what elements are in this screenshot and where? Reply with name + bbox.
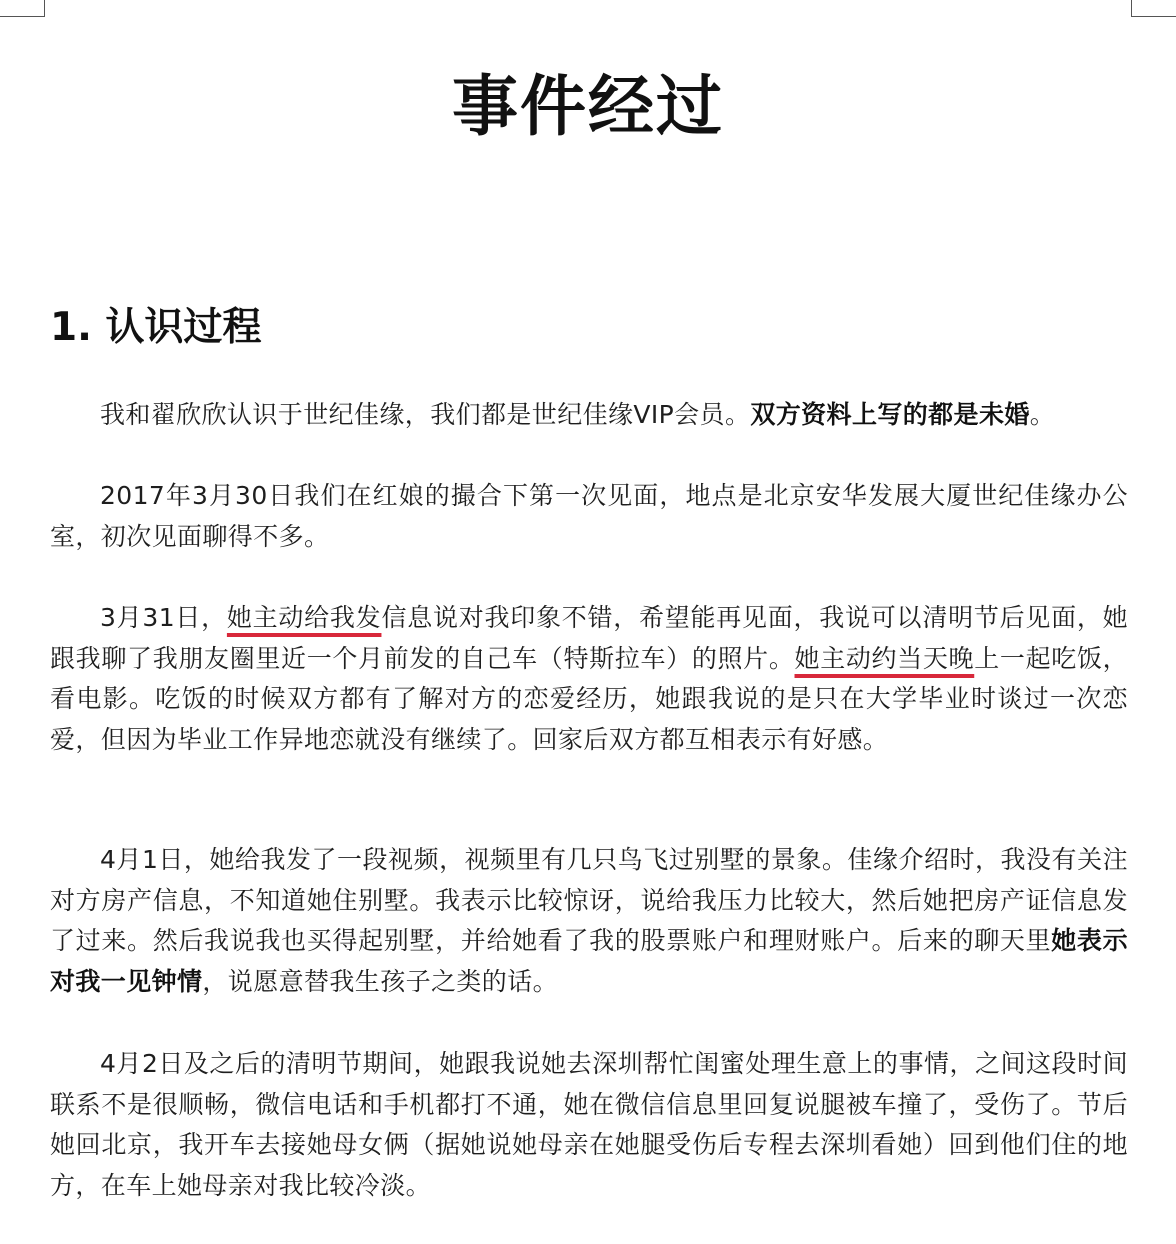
crop-mark-top-right	[1131, 0, 1176, 17]
document-title: 事件经过	[452, 68, 724, 145]
paragraph-3-text-a: 3月31日，	[100, 603, 227, 632]
paragraph-2	[50, 476, 1128, 557]
paragraph-5-text: 4月2日及之后的清明节期间，她跟我说她去深圳帮忙闺蜜处理生意上的事情，之间这段时间联系不是很顺畅，微信电话和手机都打不通，她在微信信息里回复说腿被车撞了，受伤了。节后她回北京，我开车去接她母女俩（据她说她母亲在她腿受伤后专程去深圳看她）回到他们住的地方，在车上她母亲对我比较冷淡。	[50, 1049, 1128, 1200]
paragraph-3-text-b: 信息说对我印象不错，希望能再见面，我说可以清明节后见面，她跟我聊了我朋友圈里近一个月前发的自己车（特斯拉车）的照片。	[50, 603, 1129, 673]
section-heading: 1. 认识过程	[50, 305, 262, 350]
paragraph-4	[50, 840, 1128, 1002]
paragraph-1	[50, 395, 1128, 436]
paragraph-3-highlight-a: 她主动给我发	[226, 603, 382, 632]
paragraph-1-text-a: 我和翟欣欣认识于世纪佳缘，我们都是世纪佳缘VIP会员。	[100, 400, 751, 429]
paragraph-4-text-a: 4月1日，她给我发了一段视频，视频里有几只鸟飞过别墅的景象。佳缘介绍时，我没有关注对方房产信息，不知道她住别墅。我表示比较惊讶，说给我压力比较大，然后她把房产证信息发了过来。然后我说我也买得起别墅，并给她看了我的股票账户和理财账户。后来的聊天里	[50, 845, 1128, 955]
paragraph-3-text-c: 上一起吃饭，看电影。吃饭的时候双方都有了解对方的恋爱经历，她跟我说的是只在大学毕业时谈过一次恋爱，但因为毕业工作异地恋就没有继续了。回家后双方都互相表示有好感。	[50, 643, 1128, 754]
paragraph-1-text-b: 。	[1029, 400, 1056, 429]
paragraph-4-text-b: ，说愿意替我生孩子之类的话。	[202, 966, 559, 996]
paragraph-3	[50, 598, 1128, 760]
paragraph-1-bold: 双方资料上写的都是未婚	[750, 400, 1030, 429]
paragraph-5	[50, 1044, 1128, 1206]
crop-mark-top-left	[0, 0, 45, 17]
paragraph-2-text: 2017年3月30日我们在红娘的撮合下第一次见面，地点是北京安华发展大厦世纪佳缘办公室，初次见面聊得不多。	[50, 481, 1128, 551]
paragraph-4-bold: 她表示对我一见钟情	[50, 926, 1128, 996]
paragraph-3-highlight-b: 她主动约当天晚	[794, 643, 975, 673]
